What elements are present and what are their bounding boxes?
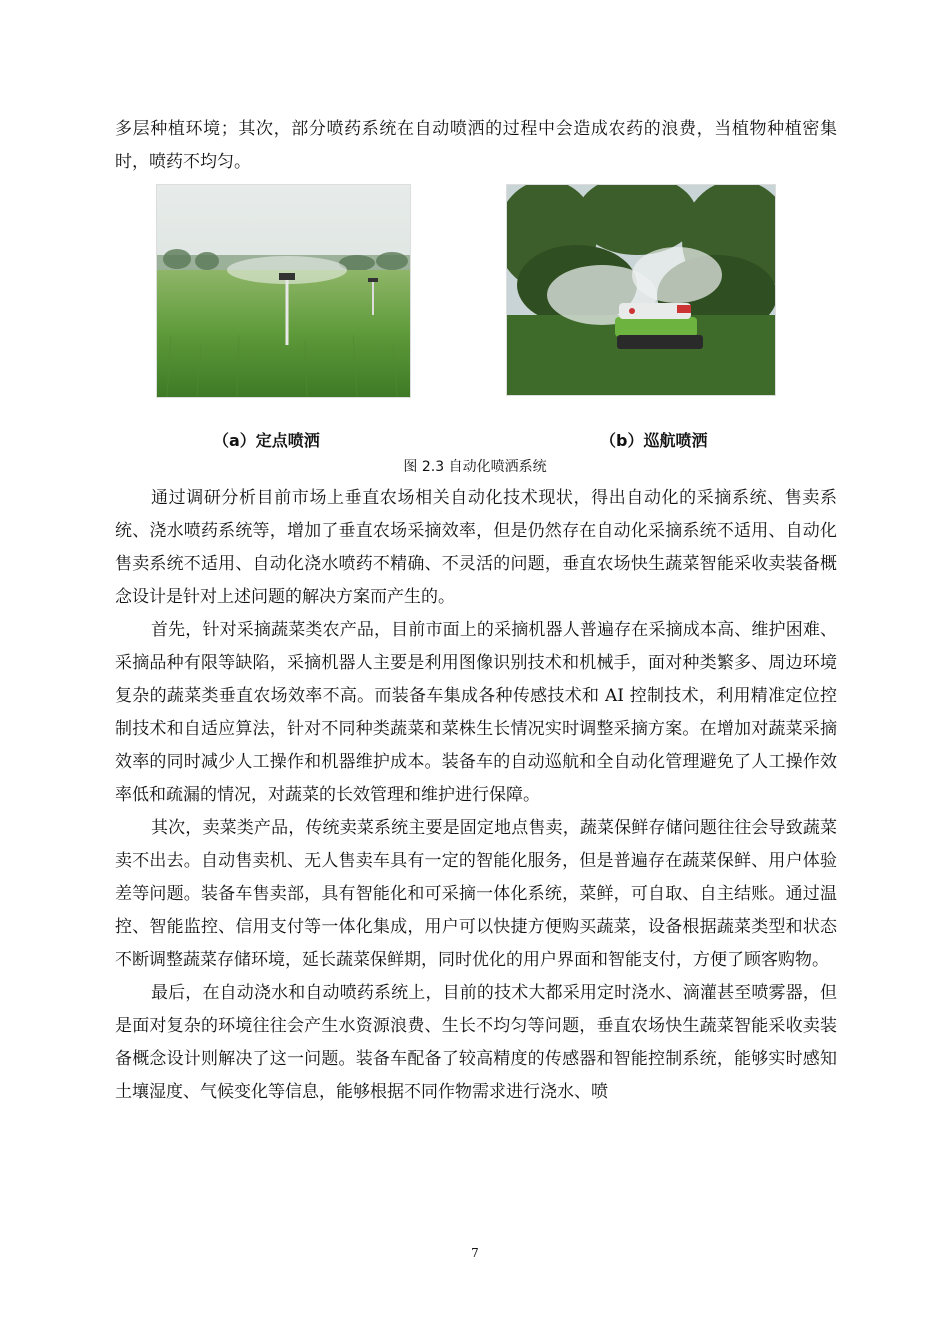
paragraph: 通过调研分析目前市场上垂直农场相关自动化技术现状，得出自动化的采摘系统、售卖系统、浇水喷药系统等，增加了垂直农场采摘效率，但是仍然存在自动化采摘系统不适用、自动化售卖系统不适用、自动化浇水喷药不精确、不灵活的问题，垂直农场快生蔬菜智能采收卖装备概念设计是针对上述问题的解决方案而产生的。 xyxy=(115,488,837,607)
subcaption-b: （b）巡航喷洒 xyxy=(600,431,708,450)
subcaption-a: （a）定点喷洒 xyxy=(213,431,320,450)
cruise-spray-robot-photo xyxy=(506,184,776,396)
intro-paragraph: 多层种植环境；其次，部分喷药系统在自动喷洒的过程中会造成农药的浪费，当植物种植密集时，喷药不均匀。 xyxy=(115,119,837,172)
paragraph: 其次，卖菜类产品，传统卖菜系统主要是固定地点售卖，蔬菜保鲜存储问题往往会导致蔬菜卖不出去。自动售卖机、无人售卖车具有一定的智能化服务，但是普遍存在蔬菜保鲜、用户体验差等问题。装备车售卖部，具有智能化和可采摘一体化系统，菜鲜，可自取、自主结账。通过温控、智能监控、信用支付等一体化集成，用户可以快捷方便购买蔬菜，设备根据蔬菜类型和状态不断调整蔬菜存储环境，延长蔬菜保鲜期，同时优化的用户界面和智能支付，方便了顾客购物。 xyxy=(115,818,837,970)
figure-caption: 图 2.3 自动化喷洒系统 xyxy=(403,459,547,475)
paragraph: 最后，在自动浇水和自动喷药系统上，目前的技术大都采用定时浇水、滴灌甚至喷雾器，但是面对复杂的环境往往会产生水资源浪费、生长不均匀等问题，垂直农场快生蔬菜智能采收卖装备概念设计则解决了这一问题。装备车配备了较高精度的传感器和智能控制系统，能够实时感知土壤湿度、气候变化等信息，能够根据不同作物需求进行浇水、喷 xyxy=(115,983,837,1102)
paragraph: 首先，针对采摘蔬菜类农产品，目前市面上的采摘机器人普遍存在采摘成本高、维护困难、采摘品种有限等缺陷，采摘机器人主要是利用图像识别技术和机械手，面对种类繁多、周边环境复杂的蔬菜类垂直农场效率不高。而装备车集成各种传感技术和 AI 控制技术，利用精准定位控制技术和自适应算法，针对不同种类蔬菜和菜株生长情况实时调整采摘方案。在增加对蔬菜采摘效率的同时减少人工操作和机器维护成本。装备车的自动巡航和全自动化管理避免了人工操作效率低和疏漏的情况，对蔬菜的长效管理和维护进行保障。 xyxy=(115,620,837,805)
page-number: 7 xyxy=(471,1246,479,1260)
body-text xyxy=(115,482,837,1109)
intro-text xyxy=(115,113,837,179)
fixed-point-sprinkler-photo xyxy=(156,184,411,398)
